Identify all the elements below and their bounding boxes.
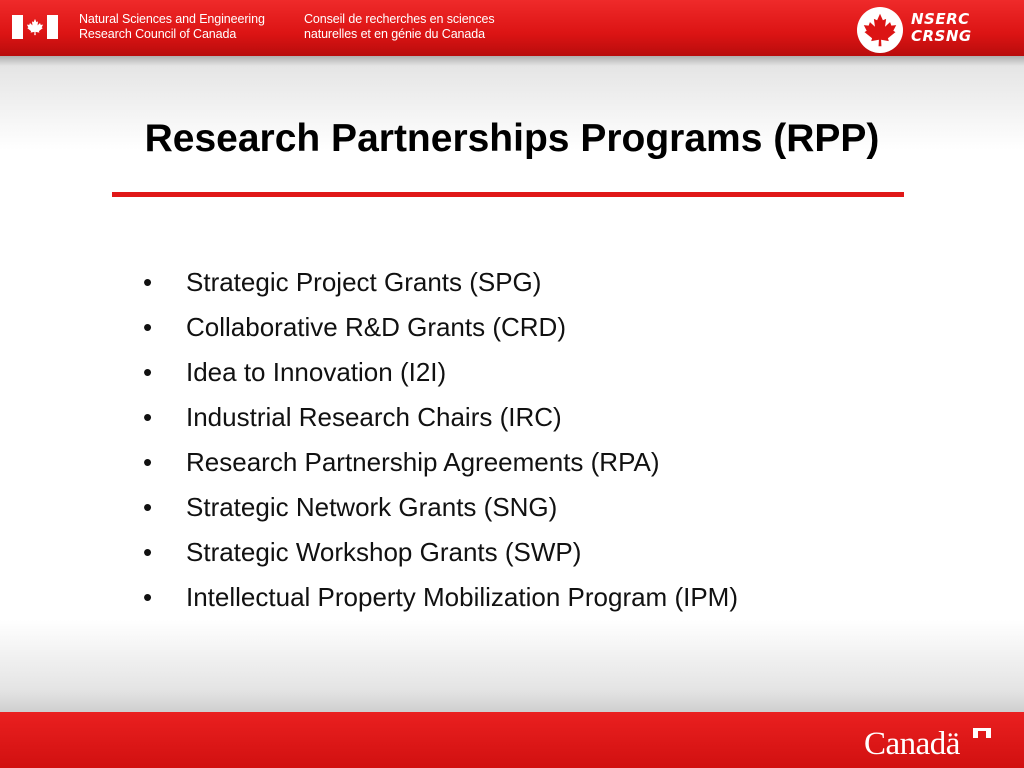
list-item-text: Intellectual Property Mobilization Program (IPM) xyxy=(186,582,738,612)
list-item xyxy=(143,532,738,577)
agency-name-english xyxy=(79,12,265,42)
list-item-text: Idea to Innovation (I2I) xyxy=(186,357,447,387)
list-item xyxy=(143,352,738,397)
bullet-icon: • xyxy=(143,492,153,522)
maple-leaf-icon xyxy=(857,7,903,53)
list-item xyxy=(143,487,738,532)
acronym-english: NSERC xyxy=(911,10,970,28)
list-item xyxy=(143,262,738,307)
list-item-text: Industrial Research Chairs (IRC) xyxy=(186,402,562,432)
wordmark-flag-icon xyxy=(973,728,991,738)
header-shadow xyxy=(0,56,1024,66)
list-item-text: Research Partnership Agreements (RPA) xyxy=(186,447,660,477)
agency-name-french xyxy=(304,12,495,42)
canada-wordmark: Canadä xyxy=(864,726,960,762)
acronym-french: CRSNG xyxy=(911,27,972,45)
list-item xyxy=(143,307,738,352)
list-item xyxy=(143,397,738,442)
bullet-icon: • xyxy=(143,312,153,342)
agency-name-french-line2: naturelles et en génie du Canada xyxy=(304,27,485,41)
agency-name-english-line1: Natural Sciences and Engineering xyxy=(79,12,265,26)
bullet-icon: • xyxy=(143,357,153,387)
bullet-list xyxy=(143,262,738,622)
bullet-icon: • xyxy=(143,582,153,612)
agency-name-english-line2: Research Council of Canada xyxy=(79,27,237,41)
bullet-icon: • xyxy=(143,537,153,567)
nserc-logo-text xyxy=(911,11,972,45)
list-item-text: Strategic Network Grants (SNG) xyxy=(186,492,558,522)
bullet-icon: • xyxy=(143,267,153,297)
list-item xyxy=(143,577,738,622)
header-bar xyxy=(0,0,1024,56)
canada-flag-icon xyxy=(12,15,58,39)
bullet-icon: • xyxy=(143,447,153,477)
agency-name-french-line1: Conseil de recherches en sciences xyxy=(304,12,495,26)
bullet-icon: • xyxy=(143,402,153,432)
list-item-text: Strategic Workshop Grants (SWP) xyxy=(186,537,582,567)
list-item-text: Collaborative R&D Grants (CRD) xyxy=(186,312,566,342)
title-underline xyxy=(112,192,904,197)
slide-title: Research Partnerships Programs (RPP) xyxy=(144,117,880,160)
list-item-text: Strategic Project Grants (SPG) xyxy=(186,267,542,297)
list-item xyxy=(143,442,738,487)
